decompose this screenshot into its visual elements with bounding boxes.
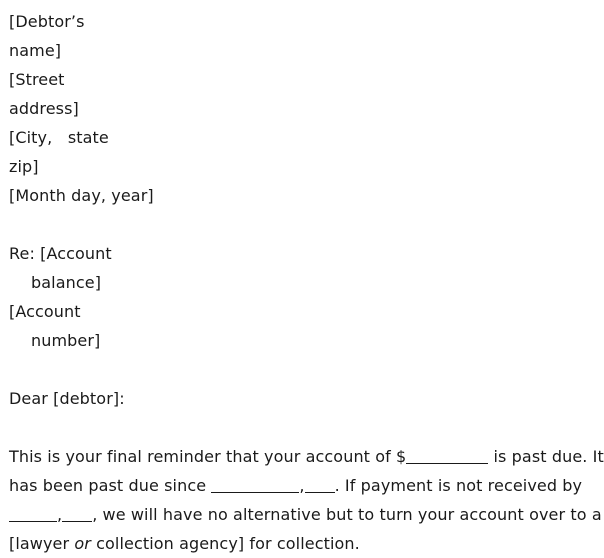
para-text: . If payment is not received by <box>334 476 583 495</box>
letter-document <box>9 7 604 558</box>
para-text: This is your final reminder that your account of $ <box>9 447 407 466</box>
letter-date: [Month day, year] <box>9 186 154 205</box>
city-state-line-2: zip] <box>9 157 39 176</box>
spacer <box>9 413 585 442</box>
para-text: collection agency] for collection. <box>90 534 360 553</box>
amount-blank <box>406 447 488 464</box>
past-due-year-blank <box>305 476 335 493</box>
deadline-year-blank <box>62 505 92 522</box>
re-line-1: Re: [Account <box>9 244 112 263</box>
salutation: Dear [debtor]: <box>9 389 125 408</box>
para-text: , <box>299 476 305 495</box>
re-line-2: balance] <box>31 273 102 292</box>
para-text: has been past due since <box>9 476 212 495</box>
street-address-line-2: address] <box>9 99 79 118</box>
spacer <box>9 210 585 239</box>
paragraph-line-3 <box>9 500 602 529</box>
para-text: , <box>57 505 63 524</box>
debtor-name-line-1: [Debtor’s <box>9 12 85 31</box>
para-text: is past due. It <box>488 447 604 466</box>
paragraph-line-2 <box>9 471 585 500</box>
para-text: , we will have no alternative but to turn your account over to a <box>92 505 602 524</box>
paragraph-line-1 <box>9 442 604 471</box>
para-text-italic: or <box>74 534 91 553</box>
account-number-line-2: number] <box>31 331 101 350</box>
paragraph-line-4 <box>9 529 585 558</box>
past-due-date-blank <box>211 476 299 493</box>
debtor-name-line-2: name] <box>9 41 62 60</box>
para-text: [lawyer <box>9 534 75 553</box>
city-state-line-1: [City, state <box>9 128 109 147</box>
deadline-date-blank <box>9 505 57 522</box>
street-address-line-1: [Street <box>9 70 65 89</box>
spacer <box>9 355 585 384</box>
account-number-line-1: [Account <box>9 302 81 321</box>
